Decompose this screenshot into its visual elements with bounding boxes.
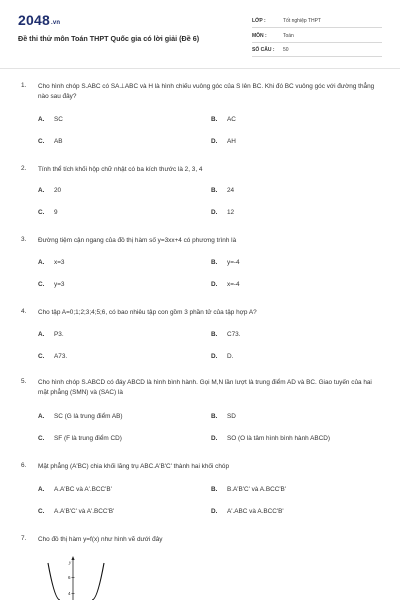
option-letter: D. bbox=[211, 281, 218, 288]
curve-left bbox=[48, 563, 60, 600]
option-text: A73. bbox=[54, 353, 68, 360]
meta-label: MÔN : bbox=[252, 33, 267, 39]
question-text: Đường tiệm cận ngang của đồ thị hàm số y=3xx+4 có phương trình là bbox=[38, 237, 237, 244]
option-text: AH bbox=[227, 138, 236, 145]
meta-value: Toán bbox=[283, 33, 294, 39]
option-letter: A. bbox=[38, 116, 45, 123]
axis-label-y: y bbox=[69, 561, 72, 566]
option-text: SC bbox=[54, 116, 63, 123]
option-letter: B. bbox=[211, 187, 218, 194]
question-number: 7. bbox=[21, 535, 27, 542]
question-number: 1. bbox=[21, 82, 27, 89]
option-text: SO (O là tâm hình bình hành ABCD) bbox=[227, 435, 331, 442]
option-letter: A. bbox=[38, 187, 45, 194]
option-letter: B. bbox=[211, 331, 218, 338]
exam-header bbox=[0, 0, 400, 66]
option-text: A.A'BC và A'.BCC'B' bbox=[54, 486, 112, 493]
option-text: 24 bbox=[227, 187, 235, 194]
question-number: 2. bbox=[21, 165, 27, 172]
meta-row-count bbox=[252, 43, 382, 57]
question-number: 3. bbox=[21, 236, 27, 243]
option-text: B.A'B'C' và A.BCC'B' bbox=[227, 486, 287, 493]
option-letter: C. bbox=[38, 508, 45, 515]
option-letter: C. bbox=[38, 435, 45, 442]
function-graph bbox=[36, 555, 136, 600]
question-number: 4. bbox=[21, 308, 27, 315]
option-text: 9 bbox=[54, 209, 58, 216]
option-letter: B. bbox=[211, 486, 218, 493]
option-text: 12 bbox=[227, 209, 235, 216]
option-letter: B. bbox=[211, 116, 218, 123]
option-text: SF (F là trung điểm CD) bbox=[54, 435, 122, 442]
option-letter: D. bbox=[211, 508, 218, 515]
question-text: Cho hình chóp S.ABCD có đáy ABCD là hình bình hành. Gọi M,N lần lượt là trung điểm AD và BC. Giao tuyến của hai mặt phẳng (SMN) và (SAC) là bbox=[38, 379, 372, 396]
tick-label: 6 bbox=[68, 575, 71, 580]
option-text: C73. bbox=[227, 331, 241, 338]
meta-label: SỐ CÂU : bbox=[252, 47, 275, 53]
exam-title: Đề thi thử môn Toán THPT Quốc gia có lời giải (Đề 6) bbox=[18, 34, 200, 43]
option-text: D. bbox=[227, 353, 234, 360]
option-letter: C. bbox=[38, 353, 45, 360]
option-text: SC (G là trung điểm AB) bbox=[54, 413, 123, 420]
option-text: 20 bbox=[54, 187, 62, 194]
option-text: A.A'B'C' và A'.BCC'B' bbox=[54, 508, 115, 515]
option-letter: D. bbox=[211, 353, 218, 360]
question-text: Cho hình chóp S.ABC có SA⊥ABC và H là hình chiếu vuông góc của S lên BC. Khi đó BC vuông góc với đường thẳng nào sau đây? bbox=[38, 83, 375, 100]
option-text: AB bbox=[54, 138, 63, 145]
option-letter: A. bbox=[38, 259, 45, 266]
option-text: A'.ABC và A.BCC'B' bbox=[227, 508, 284, 515]
logo-main: 2048 bbox=[18, 12, 50, 28]
option-letter: C. bbox=[38, 209, 45, 216]
meta-row-subject bbox=[252, 29, 382, 43]
tick-label: 4 bbox=[68, 591, 71, 596]
option-letter: C. bbox=[38, 138, 45, 145]
meta-value: Tốt nghiệp THPT bbox=[283, 18, 321, 24]
option-letter: A. bbox=[38, 331, 45, 338]
option-text: AC bbox=[227, 116, 236, 123]
header-divider bbox=[0, 68, 400, 69]
option-text: x=-4 bbox=[227, 281, 240, 288]
option-letter: D. bbox=[211, 435, 218, 442]
option-letter: A. bbox=[38, 413, 45, 420]
meta-label: LỚP : bbox=[252, 18, 266, 24]
question-number: 5. bbox=[21, 378, 27, 385]
option-text: SD bbox=[227, 413, 236, 420]
option-letter: C. bbox=[38, 281, 45, 288]
meta-value: 50 bbox=[283, 47, 289, 53]
meta-row-class bbox=[252, 14, 382, 28]
site-logo[interactable] bbox=[18, 12, 60, 28]
curve-right bbox=[92, 563, 104, 600]
question-text: Mặt phẳng (A'BC) chia khối lăng trụ ABC.A'B'C' thành hai khối chóp bbox=[38, 463, 230, 470]
option-letter: B. bbox=[211, 413, 218, 420]
option-text: y=-4 bbox=[227, 259, 240, 266]
option-letter: B. bbox=[211, 259, 218, 266]
logo-suffix: .vn bbox=[50, 20, 61, 26]
question-text: Cho đồ thị hàm y=f(x) như hình vẽ dưới đây bbox=[38, 536, 163, 543]
option-letter: A. bbox=[38, 486, 45, 493]
option-text: x=3 bbox=[54, 259, 65, 266]
option-letter: D. bbox=[211, 209, 218, 216]
y-axis-arrow bbox=[71, 556, 74, 560]
question-number: 6. bbox=[21, 462, 27, 469]
question-text: Tính thể tích khối hộp chữ nhật có ba kích thước là 2, 3, 4 bbox=[38, 166, 203, 173]
question-text: Cho tập A=0;1;2;3;4;5;6, có bao nhiêu tập con gồm 3 phần tử của tập hợp A? bbox=[38, 309, 257, 316]
option-text: P3. bbox=[54, 331, 64, 338]
option-text: y=3 bbox=[54, 281, 65, 288]
option-letter: D. bbox=[211, 138, 218, 145]
